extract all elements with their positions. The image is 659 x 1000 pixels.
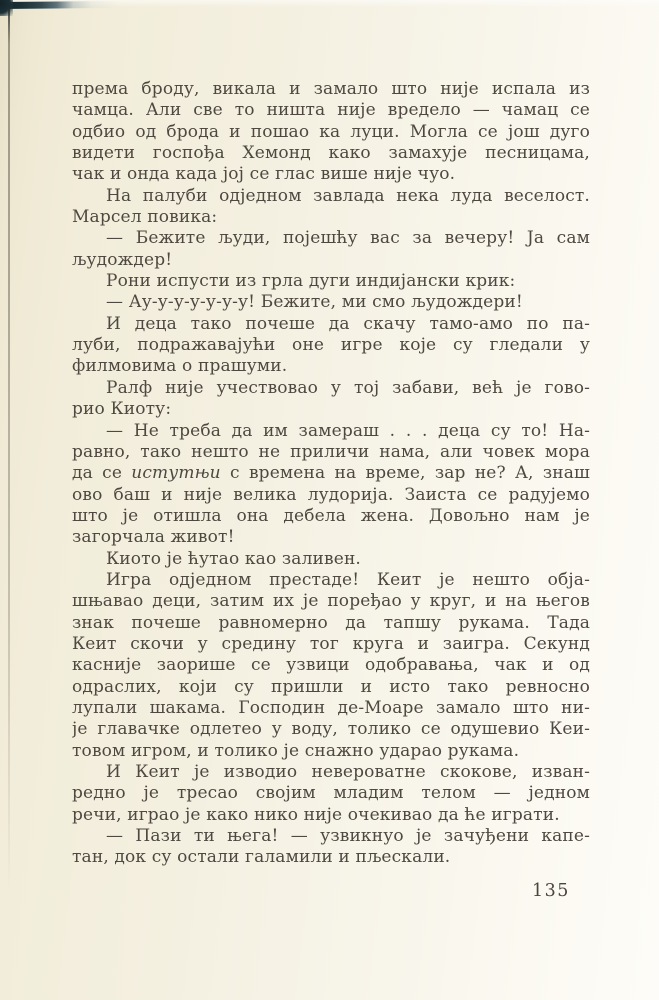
text-line: тан, док су остали галамили и пљескали.	[72, 847, 451, 868]
text-line: што је отишла она дебела жена. Довољно нам је	[72, 505, 590, 526]
text-line: чамца. Али све то ништа није вредело — чамац се	[72, 100, 590, 121]
text-line: речи, играо је како нико није очекивао да ће играти.	[72, 804, 560, 825]
italic-text-segment: истутњи	[131, 463, 221, 484]
page-text-block	[72, 79, 590, 869]
text-line	[72, 463, 590, 484]
text-line: луби, подражавајући оне игре које су гледали у	[72, 335, 590, 356]
text-line: — Не треба да им замераш . . . деца су то! На-	[106, 420, 590, 441]
text-line: Киото је ћутао као заливен.	[106, 548, 361, 569]
text-line: одбио од брода и пошао ка луци. Могла се још дуго	[72, 121, 590, 142]
text-line: видети госпођа Хемонд како замахује песницама,	[72, 143, 590, 164]
text-line: загорчала живот!	[72, 527, 235, 548]
text-line: — Ау-у-у-у-у-у-у! Бежите, ми смо људождери!	[106, 292, 523, 313]
text-line: товом игром, и толико је снажно ударао рукама.	[72, 740, 520, 761]
text-line: шњавао деци, затим их је поређао у круг, и на његов	[72, 591, 590, 612]
text-segment: с времена на време, зар не? А, знаш	[220, 463, 590, 484]
text-line: касније заорише се узвици одобравања, чак и од	[72, 655, 590, 676]
text-line: знак почеше равномерно да тапшу рукама. Тада	[72, 612, 590, 633]
text-line: ово баш и није велика лудорија. Заиста се радујемо	[72, 484, 590, 505]
text-line: — Бежите људи, појешћу вас за вечеру! Ја сам	[106, 228, 590, 249]
text-line: филмовима о прашуми.	[72, 356, 288, 377]
text-line: одраслих, који су пришли и исто тако ревносно	[72, 676, 590, 697]
text-line: чак и онда када јој се глас више није чуо.	[72, 164, 456, 185]
text-line: И деца тако почеше да скачу тамо-амо по па-	[106, 313, 590, 334]
text-line: — Пази ти њега! — узвикнуо је зачуђени капе-	[106, 826, 590, 847]
text-line: људождер!	[72, 249, 173, 270]
text-segment: да се	[72, 463, 132, 484]
text-line: редно је тресао својим младим телом — једном	[72, 783, 590, 804]
page-number: 135	[532, 881, 570, 901]
text-line: И Кеит је изводио невероватне скокове, изван-	[106, 762, 590, 782]
text-line: Ралф није учествовао у тој забави, већ је гово-	[106, 377, 590, 398]
text-line: На палуби одједном завлада нека луда веселост.	[106, 185, 590, 206]
text-line: Игра одједном престаде! Кеит је нешто обја-	[106, 569, 590, 590]
text-line: равно, тако нешто не приличи нама, али човек мора	[72, 441, 590, 462]
text-line: рио Киоту:	[72, 399, 172, 420]
text-line: Кеит скочи у средину тог круга и заигра. Секунд	[72, 633, 590, 654]
text-line: је главачке одлетео у воду, толико се одушевио Кеи-	[72, 719, 590, 740]
text-line: Рони испусти из грла дуги индијански крик:	[106, 271, 516, 292]
book-edge-top	[0, 1, 118, 9]
text-line: према броду, викала и замало што није испала из	[72, 79, 590, 99]
gutter-crease	[8, 4, 10, 894]
text-line: Марсел повика:	[72, 207, 218, 228]
text-line: лупали шакама. Господин де-Моаре замало што ни-	[72, 697, 590, 718]
book-corner-shadow	[0, 0, 13, 16]
